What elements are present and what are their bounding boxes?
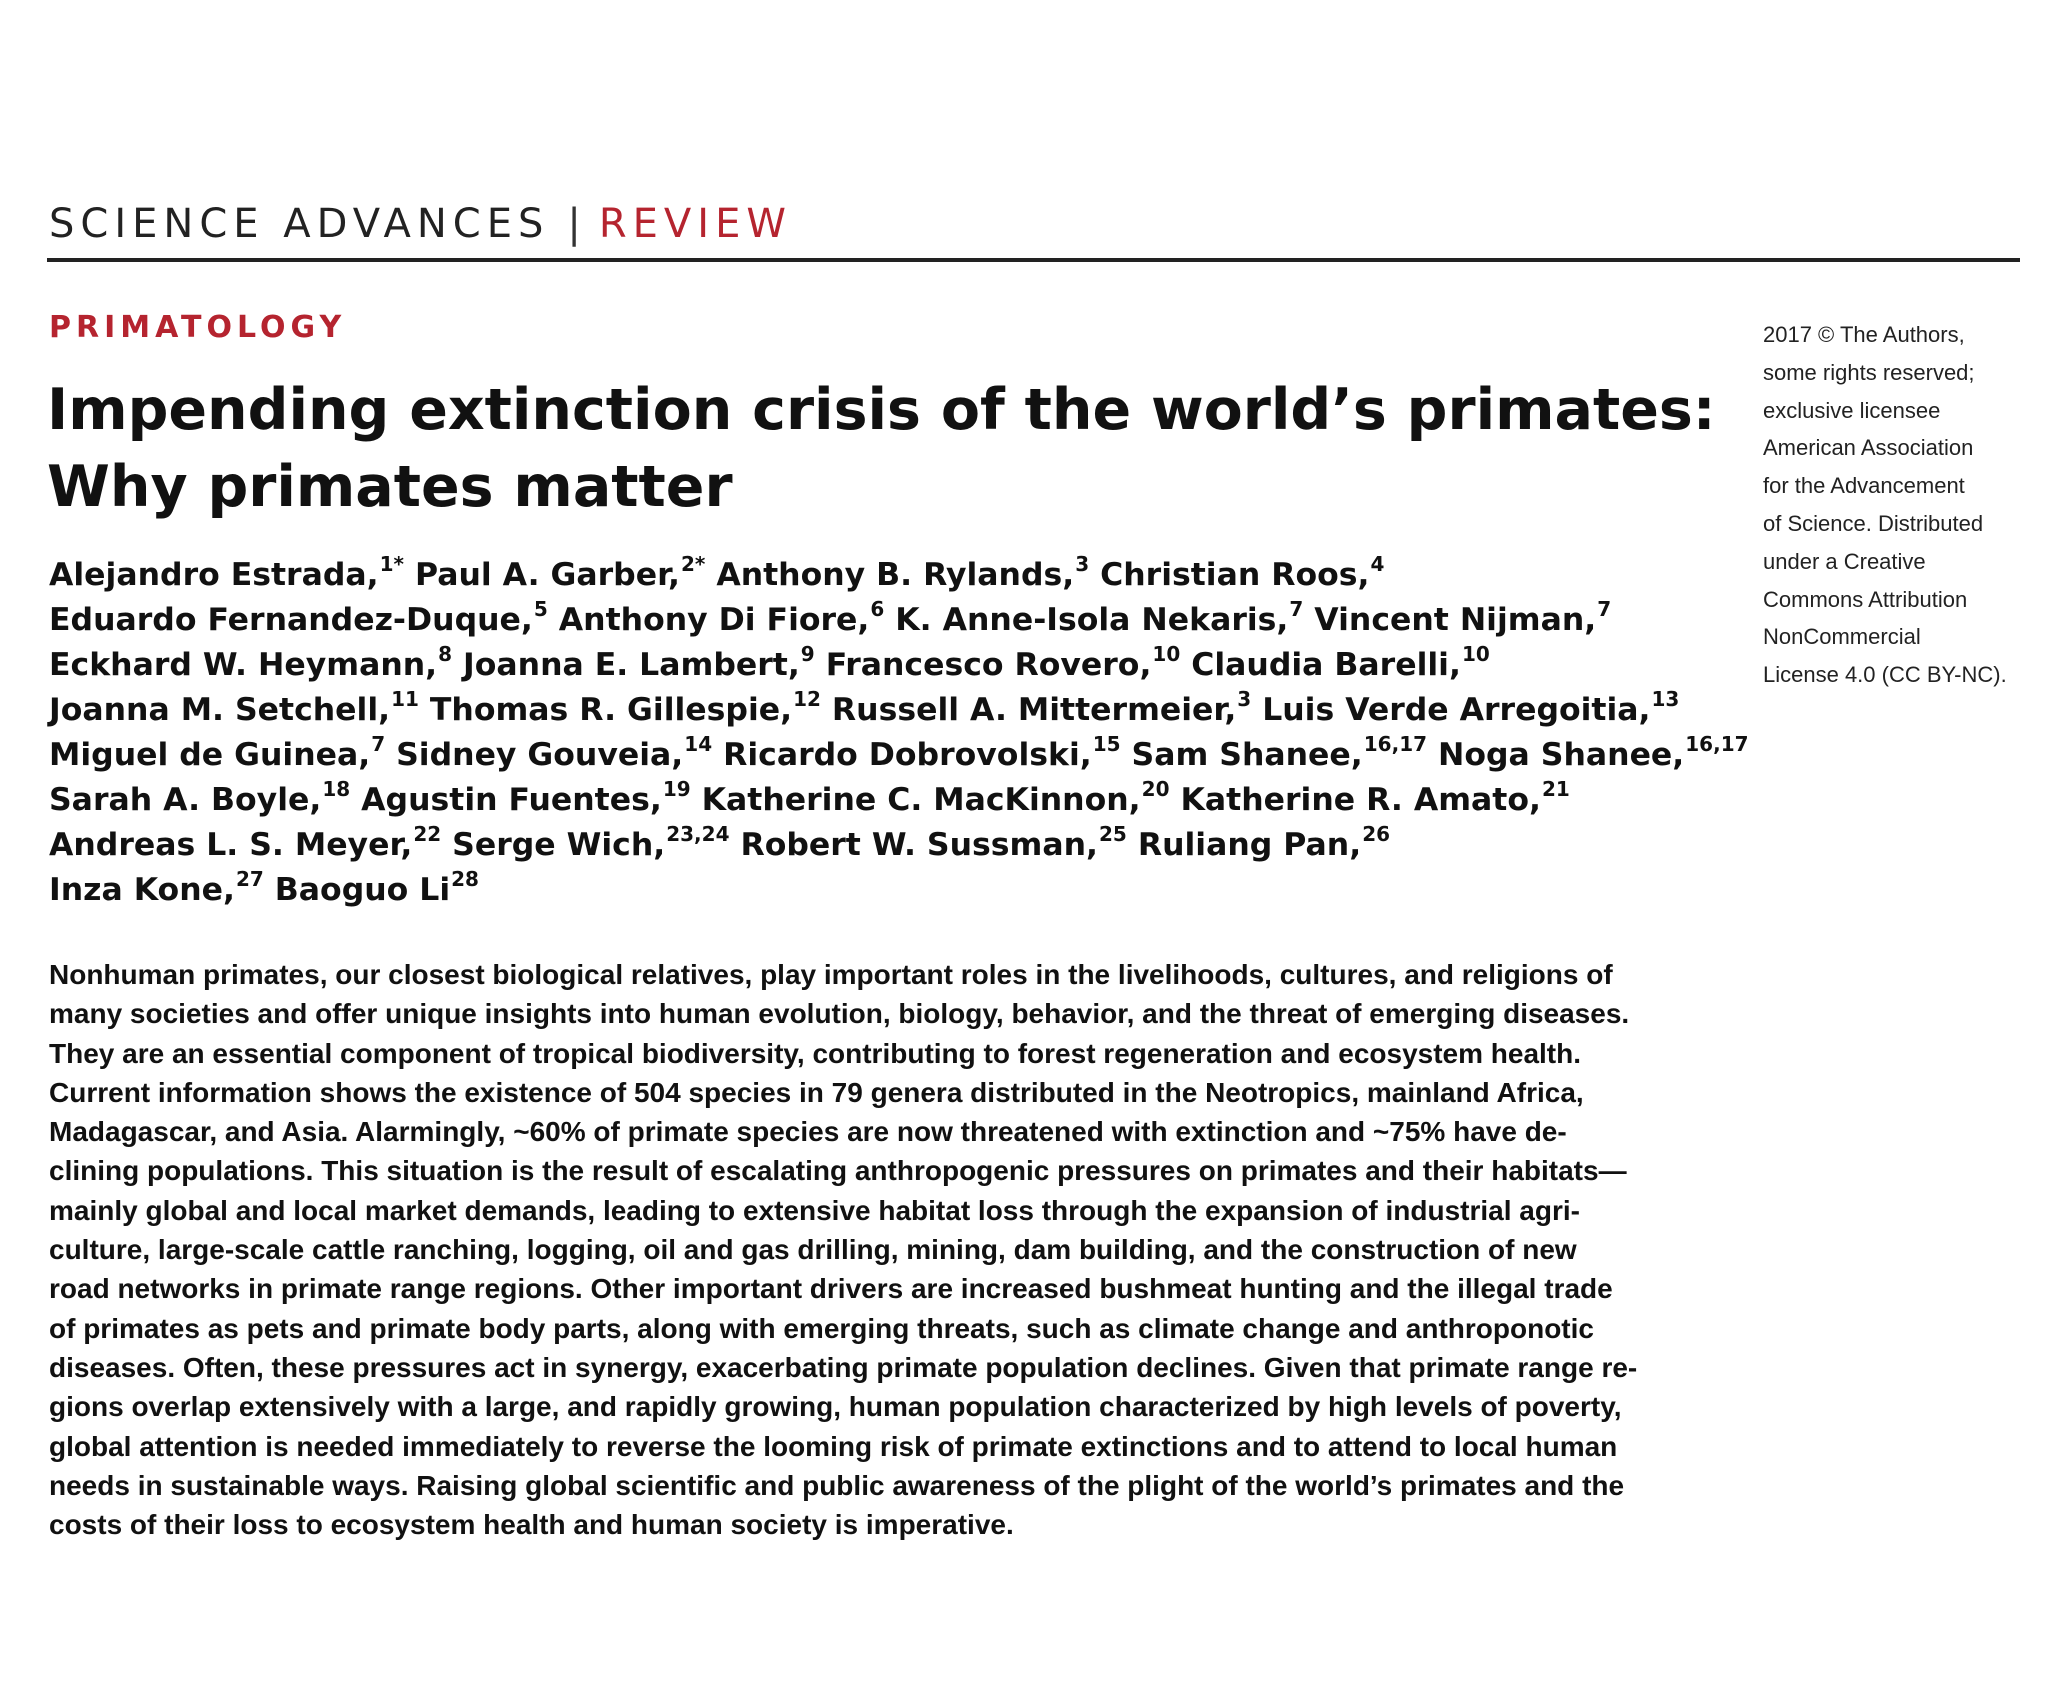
author-name: Alejandro Estrada,: [49, 557, 379, 593]
abstract-line: needs in sustainable ways. Raising global scientific and public awareness of the plight of the world’s primates and the: [49, 1469, 1625, 1501]
abstract-line: mainly global and local market demands, leading to extensive habitat loss through the expansion of industrial agri-: [49, 1194, 1580, 1226]
abstract-line: of primates as pets and primate body parts, along with emerging threats, such as climate change and anthroponotic: [49, 1312, 1594, 1344]
article-type: REVIEW: [598, 201, 792, 247]
author-affiliation: 14: [684, 732, 713, 756]
author-name: Russell A. Mittermeier,: [831, 692, 1237, 728]
author-name: Sidney Gouveia,: [396, 737, 684, 773]
abstract-line: costs of their loss to ecosystem health and human society is imperative.: [49, 1509, 1014, 1541]
author-affiliation: 26: [1362, 822, 1391, 846]
license-line: 2017 © The Authors,: [1763, 322, 1965, 347]
author-name: Miguel de Guinea,: [49, 737, 371, 773]
author-affiliation: 6: [870, 597, 885, 621]
author-name: Baoguo Li: [274, 872, 451, 908]
author-affiliation: 13: [1651, 687, 1680, 711]
author-name: Eduardo Fernandez-Duque,: [49, 602, 533, 638]
license-line: under a Creative: [1763, 548, 1926, 574]
author-name: Agustin Fuentes,: [361, 782, 662, 818]
abstract-line: Nonhuman primates, our closest biological relatives, play important roles in the livelihoods, cultures, and religions of: [49, 959, 1613, 990]
author-affiliation: 11: [391, 687, 419, 711]
author-name: Serge Wich,: [452, 827, 666, 863]
author-affiliation: 19: [662, 777, 691, 801]
license-line: Commons Attribution: [1763, 586, 1968, 612]
section-label: PRIMATOLOGY: [49, 310, 347, 345]
author-name: Noga Shanee,: [1438, 737, 1685, 773]
author-name: Vincent Nijman,: [1314, 602, 1597, 638]
author-affiliation: 10: [1152, 642, 1181, 666]
abstract-line: global attention is needed immediately to reverse the looming risk of primate extinctions and to attend to local human: [49, 1430, 1618, 1462]
author-line: [49, 733, 1749, 778]
author-line: [49, 688, 1749, 733]
license-line: for the Advancement: [1763, 473, 1965, 499]
author-affiliation: 2*: [680, 552, 706, 576]
author-name: Katherine C. MacKinnon,: [701, 782, 1141, 818]
author-affiliation: 20: [1141, 777, 1170, 801]
author-name: Katherine R. Amato,: [1180, 782, 1541, 818]
author-affiliation: 28: [451, 867, 479, 891]
journal-name: SCIENCE ADVANCES: [49, 201, 550, 247]
author-name: Inza Kone,: [49, 872, 235, 908]
author-name: Joanna E. Lambert,: [463, 647, 800, 683]
author-list: [49, 553, 1749, 913]
header-separator: |: [567, 201, 581, 247]
author-name: Paul A. Garber,: [414, 557, 680, 593]
abstract-line: Madagascar, and Asia. Alarmingly, ~60% of primate species are now threatened with extinction and ~75% have de-: [49, 1116, 1567, 1148]
author-name: Ricardo Dobrovolski,: [723, 737, 1092, 773]
author-affiliation: 3: [1075, 552, 1090, 576]
license-line: exclusive licensee: [1763, 397, 1941, 423]
abstract-line: road networks in primate range regions. Other important drivers are increased bushmeat hunting and the illegal trade: [49, 1273, 1613, 1305]
author-affiliation: 7: [1289, 597, 1304, 621]
author-affiliation: 23,24: [666, 822, 730, 846]
license-line: License 4.0 (CC BY-NC).: [1763, 662, 2007, 688]
author-name: Andreas L. S. Meyer,: [49, 827, 413, 863]
license-line: of Science. Distributed: [1763, 510, 1984, 536]
abstract-line: many societies and offer unique insights into human evolution, biology, behavior, and the threat of emerging diseases.: [49, 998, 1630, 1030]
abstract-line: culture, large-scale cattle ranching, logging, oil and gas drilling, mining, dam building, and the construction of new: [49, 1234, 1577, 1266]
abstract-line: gions overlap extensively with a large, and rapidly growing, human population characterized by high levels of poverty,: [49, 1391, 1622, 1423]
author-name: K. Anne-Isola Nekaris,: [895, 602, 1289, 638]
author-name: Sarah A. Boyle,: [49, 782, 322, 818]
author-name: Joanna M. Setchell,: [49, 692, 391, 728]
author-name: Anthony B. Rylands,: [716, 557, 1075, 593]
author-affiliation: 7: [371, 732, 386, 756]
author-name: Anthony Di Fiore,: [558, 602, 870, 638]
author-affiliation: 8: [438, 642, 453, 666]
title-line: Why primates matter: [47, 454, 733, 520]
author-affiliation: 12: [793, 687, 821, 711]
author-affiliation: 21: [1541, 777, 1570, 801]
abstract-line: diseases. Often, these pressures act in synergy, exacerbating primate population declines. Given that primate range re-: [49, 1351, 1638, 1383]
author-name: Sam Shanee,: [1131, 737, 1363, 773]
author-affiliation: 1*: [379, 552, 404, 576]
author-name: Claudia Barelli,: [1191, 647, 1461, 683]
title-line: Impending extinction crisis of the world’s primates:: [47, 377, 1716, 443]
license-notice: [1763, 316, 2033, 694]
author-affiliation: 3: [1237, 687, 1252, 711]
author-affiliation: 5: [533, 597, 548, 621]
author-name: Eckhard W. Heymann,: [49, 647, 438, 683]
author-affiliation: 16,17: [1363, 732, 1428, 756]
author-name: Luis Verde Arregoitia,: [1262, 692, 1651, 728]
author-affiliation: 9: [800, 642, 815, 666]
abstract: [49, 955, 1689, 1544]
header-rule: [47, 258, 2020, 262]
author-name: Ruliang Pan,: [1137, 827, 1362, 863]
license-line: American Association: [1763, 435, 1974, 461]
abstract-line: clining populations. This situation is the result of escalating anthropogenic pressures on primates and their habitats—: [49, 1155, 1627, 1187]
author-affiliation: 15: [1092, 732, 1121, 756]
license-line: NonCommercial: [1763, 624, 1921, 650]
abstract-line: They are an essential component of tropical biodiversity, contributing to forest regeneration and ecosystem health.: [49, 1037, 1582, 1069]
author-name: Robert W. Sussman,: [740, 827, 1099, 863]
abstract-line: Current information shows the existence of 504 species in 79 genera distributed in the Neotropics, mainland Africa,: [49, 1076, 1584, 1108]
author-affiliation: 7: [1597, 597, 1612, 621]
author-name: Francesco Rovero,: [825, 647, 1152, 683]
author-affiliation: 25: [1099, 822, 1127, 846]
author-name: Christian Roos,: [1100, 557, 1370, 593]
author-line: [49, 598, 1749, 643]
author-line: [49, 643, 1749, 688]
author-affiliation: 16,17: [1685, 732, 1749, 756]
license-line: some rights reserved;: [1763, 359, 1975, 385]
author-affiliation: 18: [322, 777, 351, 801]
author-line: [49, 823, 1749, 868]
author-line: [49, 553, 1749, 598]
author-affiliation: 22: [413, 822, 442, 846]
author-affiliation: 27: [235, 867, 264, 891]
journal-header: [49, 196, 792, 252]
author-affiliation: 10: [1461, 642, 1490, 666]
author-line: [49, 778, 1749, 823]
author-name: Thomas R. Gillespie,: [429, 692, 793, 728]
author-affiliation: 4: [1370, 552, 1385, 576]
article-title: [47, 372, 1716, 526]
author-line: [49, 868, 1749, 913]
